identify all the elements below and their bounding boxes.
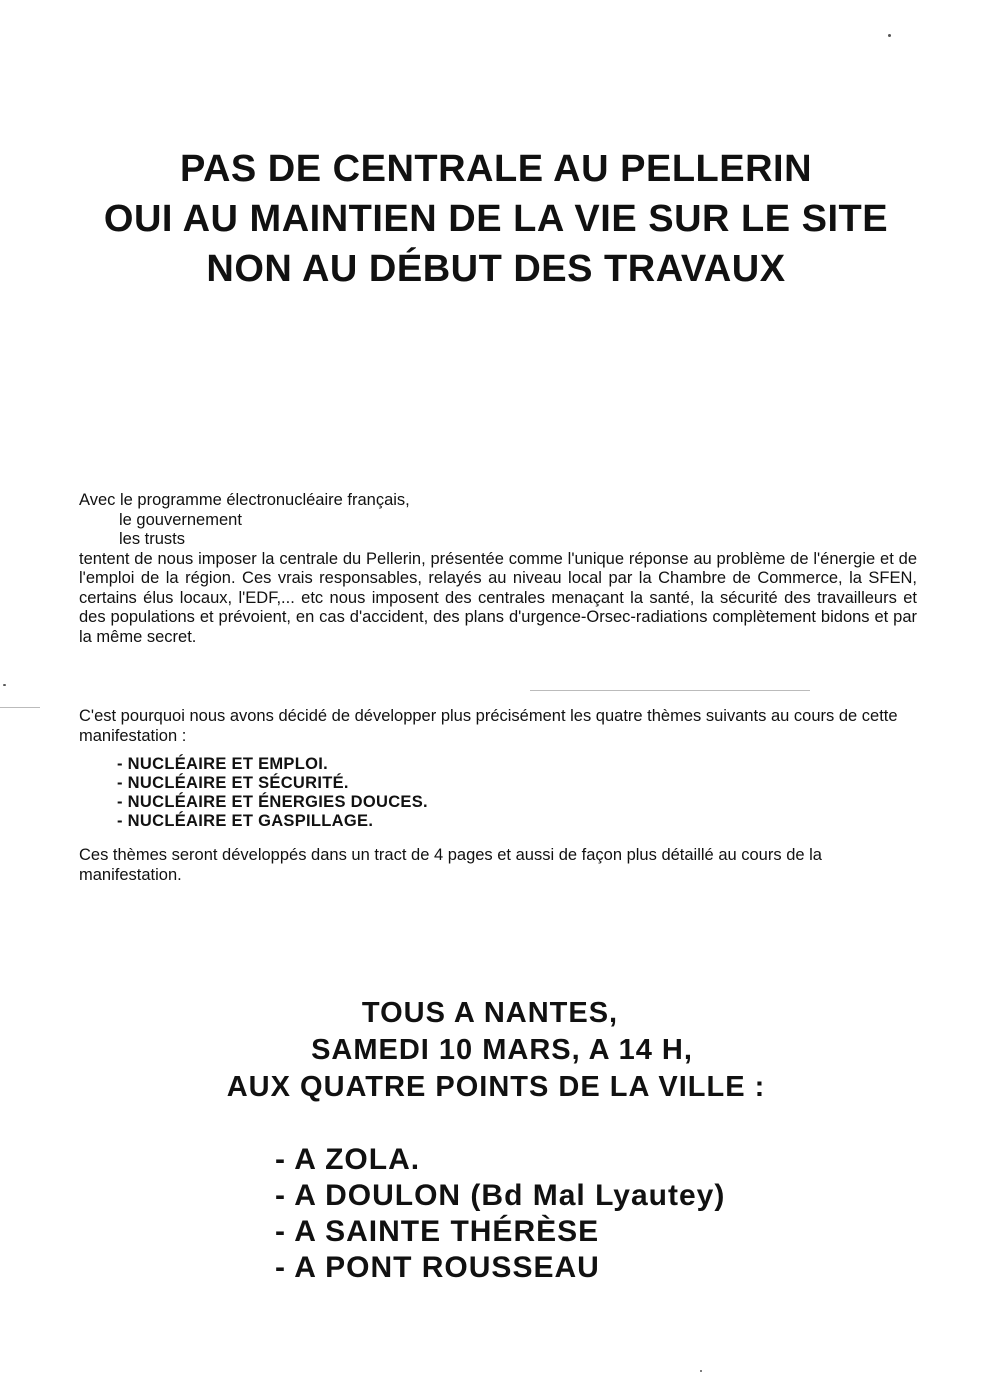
- theme-item: - NUCLÉAIRE ET GASPILLAGE.: [117, 812, 374, 830]
- rally-locations: [275, 1142, 725, 1286]
- rally-line-points: AUX QUATRE POINTS DE LA VILLE :: [226, 1071, 766, 1103]
- location-item: - A ZOLA.: [275, 1143, 421, 1176]
- scan-line: [0, 707, 40, 708]
- themes-intro: C'est pourquoi nous avons décidé de développer plus précisément les quatre thèmes suivants au cours de cette manifestation :: [79, 707, 898, 745]
- actor-trusts: les trusts: [119, 530, 186, 548]
- scan-line: [530, 690, 810, 691]
- intro-paragraph: [79, 491, 917, 647]
- actor-government: le gouvernement: [119, 510, 242, 529]
- location-item: - A PONT ROUSSEAU: [275, 1251, 600, 1284]
- scan-speck: [888, 34, 891, 37]
- scan-speck: [3, 684, 6, 686]
- rally-line-city: TOUS A NANTES,: [361, 997, 619, 1029]
- theme-item: - NUCLÉAIRE ET SÉCURITÉ.: [117, 774, 349, 792]
- scan-speck: [700, 1370, 702, 1372]
- rally-line-date: SAMEDI 10 MARS, A 14 H,: [311, 1034, 693, 1066]
- location-item: - A DOULON (Bd Mal Lyautey): [275, 1179, 726, 1212]
- intro-line: Avec le programme électronucléaire français,: [79, 491, 410, 509]
- theme-item: - NUCLÉAIRE ET ÉNERGIES DOUCES.: [117, 793, 428, 811]
- intro-body: tentent de nous imposer la centrale du Pellerin, présentée comme l'unique réponse au problème de l'énergie et de l'emploi de la région. Ces vrais responsables, relayés au niveau local par la Chambre de Commerce, la SFEN, certains élus locaux, l'EDF,... etc nous imposent des centrales menaçant la santé, la sécurité des travailleurs et des populations et prévoient, en cas d'accident, des plans d'urgence-Orsec-radiations complètement bidons et par la même secret.: [79, 549, 917, 646]
- headline-no-plant: PAS DE CENTRALE AU PELLERIN: [179, 148, 813, 190]
- headline-no-works: NON AU DÉBUT DES TRAVAUX: [206, 248, 786, 290]
- theme-item: - NUCLÉAIRE ET EMPLOI.: [117, 755, 329, 773]
- location-item: - A SAINTE THÉRÈSE: [275, 1215, 600, 1248]
- themes-list: [117, 755, 428, 831]
- headline-keep-life: OUI AU MAINTIEN DE LA VIE SUR LE SITE: [103, 198, 889, 240]
- themes-closing: Ces thèmes seront développés dans un tract de 4 pages et aussi de façon plus détaillé au cours de la manifestation.: [79, 846, 822, 884]
